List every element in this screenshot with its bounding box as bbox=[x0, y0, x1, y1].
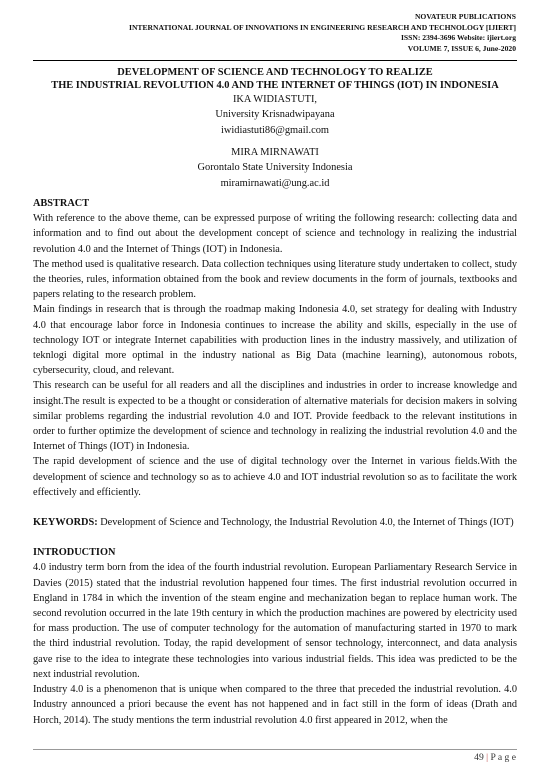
abstract-paragraph: The method used is qualitative research. Data collection techniques using literature study undertaken to collect, study the theories, rules, information obtained from the book and review documents in the form of journals, textbooks and papers relating to the research problem. bbox=[33, 258, 517, 301]
paper-body bbox=[33, 196, 517, 728]
introduction-paragraph: Industry 4.0 is a phenomenon that is unique when compared to the three that preceded the industrial revolution. 4.0 Industry announced a priori because the event has not happened and in fact still in the form of ideas (Drath and Horch, 2014). The study mentions the term industrial revolution 4.0 first appeared in 2012, when the bbox=[33, 684, 517, 726]
author-email: miramirnawati@ung.ac.id bbox=[220, 177, 330, 189]
title-line-2: THE INDUSTRIAL REVOLUTION 4.0 AND THE INTERNET OF THINGS (IOT) IN INDONESIA bbox=[51, 80, 499, 91]
page-number: 49 bbox=[474, 752, 484, 763]
footer-rule bbox=[33, 749, 517, 750]
author-affiliation: Gorontalo State University Indonesia bbox=[197, 162, 353, 174]
author-email: iwidiastuti86@gmail.com bbox=[221, 124, 329, 136]
author-block-2 bbox=[33, 145, 517, 191]
volume-line: VOLUME 7, ISSUE 6, June-2020 bbox=[407, 43, 516, 53]
title-line-1: DEVELOPMENT OF SCIENCE AND TECHNOLOGY TO REALIZE bbox=[117, 67, 433, 78]
page-footer bbox=[474, 752, 516, 763]
introduction-paragraph: 4.0 industry term born from the idea of the fourth industrial revolution. European Parliamentary Research Service in Davies (2015) stated that the industrial revolution happened four times. The first industrial revolution occurred in England in 1784 in which the invention of the steam engine and mechanization began to replace human work. The second revolution occurred in the late 19th century in which the production machines are powered by electricity used for mass production. The use of computer technology for the automation of manufacturing started in 1970 to mark the third industrial revolution. Today, the rapid development of sensor technology, interconnect, and data analysis gave rise to the idea to integrate these technologies into various industrial fields. This idea was predicted to be the next industrial revolution. bbox=[33, 562, 517, 680]
header-rule bbox=[33, 60, 517, 61]
footer-separator: | bbox=[486, 752, 489, 763]
author-name: MIRA MIRNAWATI bbox=[231, 147, 319, 158]
abstract-paragraph: The rapid development of science and the use of digital technology over the Internet in various fields.With the development of science and technology so as to achieve 4.0 and IOT industrial revolution so as to facilitate the work effectively and efficiently. bbox=[33, 456, 517, 498]
issn-line: ISSN: 2394-3696 Website: ijiert.org bbox=[400, 33, 516, 43]
page-label: P a g e bbox=[490, 752, 516, 763]
keywords-label: KEYWORDS: bbox=[33, 517, 98, 529]
keywords-line bbox=[33, 515, 517, 530]
introduction-heading: INTRODUCTION bbox=[33, 547, 116, 559]
journal-name: INTERNATIONAL JOURNAL OF INNOVATIONS IN ENGINEERING RESEARCH AND TECHNOLOGY [IJIERT] bbox=[128, 22, 516, 32]
abstract-paragraph: Main findings in research that is through the roadmap making Indonesia 4.0, set strategy for dealing with Industry 4.0 that encourage labor force in Indonesia continues to increase the ability and skills, especially in the use of technology IOT or integrate Internet capabilities with production lines in the industry massively, and utilization of teknlogi digital more optimal in the industry national as Big Data (machine learning), autonomous robots, cybersecurity, cloud, and relevant. bbox=[33, 304, 517, 377]
author-block-1 bbox=[33, 92, 517, 138]
author-affiliation: University Krisnadwipayana bbox=[215, 109, 335, 121]
paper-title bbox=[33, 66, 517, 92]
abstract-paragraph: With reference to the above theme, can be expressed purpose of writing the following research: collecting data and information and to find out about the development concept of science and technology in realizing the industrial revolution 4.0 and the Internet of Things (IOT) in Indonesia. bbox=[33, 213, 517, 255]
abstract-paragraph: This research can be useful for all readers and all the disciplines and industries in order to increase knowledge and insight.The result is expected to be a thought or consideration of alternative materials for decision makers in solving similar problems regarding the industrial revolution 4.0 and IOT. Provide feedback to the relevant institutions in order to further optimize the development of science and technology in realizing the industrial revolution 4.0 and the Internet of Things (IOT) in Indonesia. bbox=[33, 380, 517, 453]
abstract-heading: ABSTRACT bbox=[33, 198, 90, 209]
author-name: IKA WIDIASTUTI, bbox=[232, 94, 318, 105]
publisher: NOVATEUR PUBLICATIONS bbox=[414, 12, 516, 21]
keywords-text: Development of Science and Technology, the Industrial Revolution 4.0, the Internet of Things (IOT) bbox=[100, 517, 514, 529]
journal-header bbox=[129, 12, 516, 54]
